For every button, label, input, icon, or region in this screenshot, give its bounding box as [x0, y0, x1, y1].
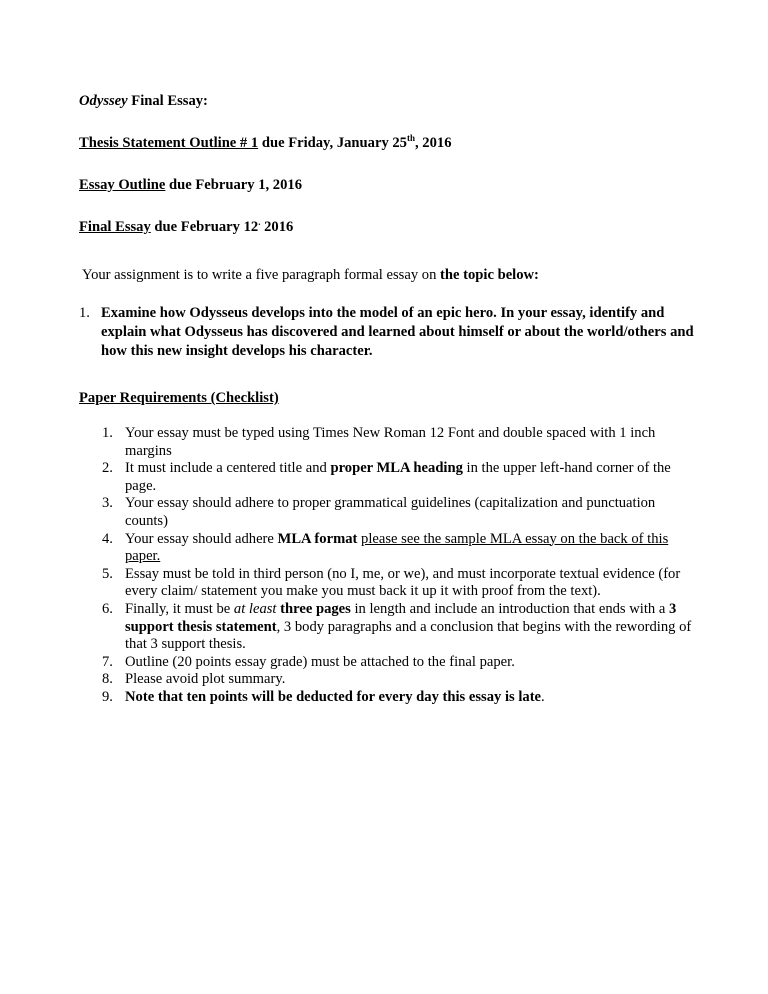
assignment-intro: Your assignment is to write a five paragraph formal essay on the topic below:	[82, 267, 539, 283]
list-item: 3. Your essay should adhere to proper grammatical guidelines (capitalization and punctuation counts)	[102, 495, 656, 529]
final-due-line: Final Essay due February 12. 2016	[79, 217, 294, 235]
list-item: 7. Outline (20 points essay grade) must be attached to the final paper.	[102, 653, 515, 670]
requirements-list	[102, 425, 692, 707]
essay-topic	[79, 304, 694, 361]
list-item: 1. Your essay must be typed using Times New Roman 12 Font and double spaced with 1 inch margins	[102, 425, 656, 459]
list-item: 2. It must include a centered title and proper MLA heading in the upper left-hand corner of the page.	[102, 460, 671, 494]
thesis-label: Thesis Statement Outline # 1	[79, 135, 259, 151]
thesis-due-line: Thesis Statement Outline # 1 due Friday, January 25th, 2016	[79, 133, 452, 151]
list-item: 5. Essay must be told in third person (no I, me, or we), and must incorporate textual evidence (for every claim/ statement you make you must back it up it with proof from the text).	[102, 565, 681, 600]
topic-number: 1.	[79, 305, 90, 321]
list-item: 9. Note that ten points will be deducted for every day this essay is late.	[102, 688, 545, 705]
document-title: Odyssey Final Essay:	[79, 93, 208, 109]
list-item: 4. Your essay should adhere MLA format please see the sample MLA essay on the back of this paper.	[102, 530, 669, 565]
list-item: 8. Please avoid plot summary.	[102, 671, 286, 688]
outline-label: Essay Outline	[79, 177, 166, 193]
topic-text: Examine how Odysseus develops into the model of an epic hero. In your essay, identify and explain what Odysseus has discovered and learned about himself or about the world/others and how this new insight develops his character.	[101, 305, 694, 359]
final-label: Final Essay	[79, 219, 151, 235]
outline-due-line: Essay Outline due February 1, 2016	[79, 177, 302, 193]
requirements-heading: Paper Requirements (Checklist)	[79, 390, 279, 406]
list-item: 6. Finally, it must be at least three pages in length and include an introduction that ends with a 3 support thesis statement, 3 body paragraphs and a conclusion that begins with the rewording of that 3 support thesis.	[102, 600, 692, 653]
